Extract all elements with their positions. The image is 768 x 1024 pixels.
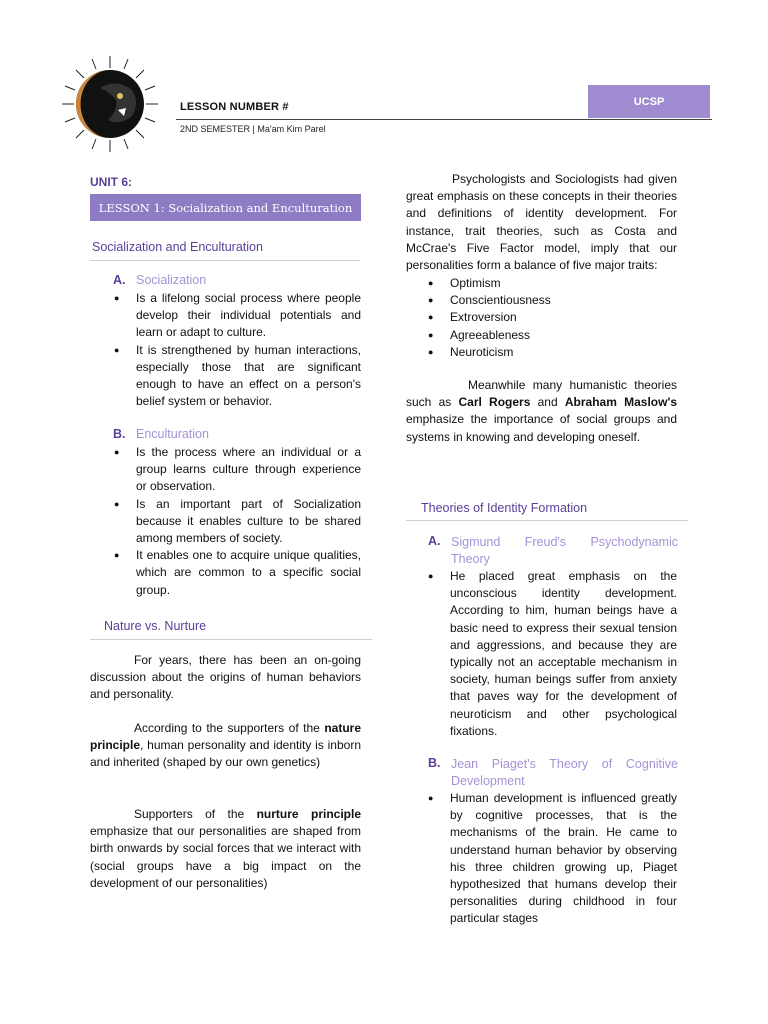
subheading-text: Socialization (136, 273, 207, 287)
bold-term: Abraham Maslow's (564, 395, 677, 410)
piaget-bullets (428, 790, 677, 928)
section-heading-nature-nurture: Nature vs. Nurture (104, 619, 207, 633)
enculturation-bullets (114, 444, 361, 599)
list-item: ● Extroversion (428, 309, 678, 326)
text-run: , human personality and identity is inborn and inherited (shaped by our own genetics) (90, 738, 361, 770)
freud-bullets (428, 568, 677, 740)
five-traits-list (428, 275, 678, 361)
bold-term: nurture principle (256, 807, 362, 821)
text-run: According to the supporters of the (134, 721, 325, 735)
paragraph-nature-principle (90, 720, 361, 772)
unit-title: UNIT 6: (90, 175, 132, 189)
lesson-title-bar: LESSON 1: Socialization and Enculturation (90, 194, 361, 221)
subheading-enculturation (113, 427, 209, 441)
subheading-letter: B. (428, 756, 441, 770)
list-item: ● It enables one to acquire unique qualities, which are common to a specific social group. (114, 547, 361, 599)
paragraph-humanistic-theories (406, 377, 677, 446)
socialization-bullets (114, 290, 361, 410)
list-item: ● Is the process where an individual or a group learns culture through experience or observation. (114, 444, 361, 496)
text-run: Supporters of the (134, 807, 257, 821)
section-divider (90, 260, 360, 261)
semester-teacher-label: 2ND SEMESTER | Ma'am Kim Parel (180, 124, 326, 134)
school-logo (60, 54, 160, 154)
subheading-text: Enculturation (136, 427, 209, 441)
subheading-text: Jean Piaget's Theory of Cognitive Development (451, 757, 678, 788)
subheading-text: Sigmund Freud's Psychodynamic Theory (451, 535, 678, 566)
subheading-freud (428, 534, 678, 568)
list-item: ● Is a lifelong social process where people develop their individual potentials and learn or adapt to culture. (114, 290, 361, 342)
list-item: ● He placed great emphasis on the unconscious identity development. According to him, human beings have a basic need to express their sexual tension and aggressions, and because they are typically not an acceptable mechanism in society, human beings suffer from anxiety that paves way for the development of neuroticism and other psychological fixations. (428, 568, 677, 740)
subheading-letter: A. (428, 534, 441, 548)
section-heading-identity-formation: Theories of Identity Formation (421, 501, 588, 515)
subheading-piaget (428, 756, 678, 790)
subheading-letter: B. (113, 427, 126, 441)
paragraph-trait-theories: Psychologists and Sociologists had given great emphasis on these concepts in their theories and definitions of identity development. For instance, trait theories, such as Costa and McCrae's Five Factor model, imply that our personalities form a balance of five major traits: (406, 172, 677, 273)
panther-emblem-icon (60, 54, 160, 154)
text-run: Meanwhile many humanistic theories such as (406, 378, 677, 410)
list-item: ● Agreeableness (428, 327, 678, 344)
list-item: ● Conscientiousness (428, 292, 678, 309)
bold-term: nature principle (90, 721, 361, 753)
header-divider (176, 119, 712, 120)
section-divider (90, 639, 372, 640)
list-item: ● It is strengthened by human interactions, especially those that are significant enough to have an effect on a person's belief system or behavior. (114, 342, 361, 411)
text-run: emphasize the importance of social groups and systems in knowing and developing oneself. (406, 412, 677, 444)
text-run: and (530, 395, 565, 410)
subheading-letter: A. (113, 273, 126, 287)
list-item: ● Human development is influenced greatly by cognitive processes, that is the mechanisms of the brain. He came to understand human behavior by observing his three children growing up, Piaget hypothesized that humans develop their personalities during childhood in four particular stages (428, 790, 677, 928)
bold-term: Carl Rogers (458, 395, 531, 410)
section-divider (406, 520, 688, 521)
subject-badge: UCSP (588, 85, 710, 118)
paragraph-nature-nurture-intro: For years, there has been an on-going discussion about the origins of human behaviors and personality. (90, 653, 361, 702)
subheading-socialization (113, 273, 206, 287)
list-item: ● Is an important part of Socialization because it enables culture to be shared among members of society. (114, 496, 361, 548)
section-heading-socialization-enculturation: Socialization and Enculturation (92, 240, 263, 254)
paragraph-nurture-principle (90, 806, 361, 892)
text-run: emphasize that our personalities are shaped from birth onwards by social forces that we interact with (social groups have a big impact on the development of our personalities) (90, 824, 361, 890)
list-item: ● Neuroticism (428, 344, 678, 361)
list-item: ● Optimism (428, 275, 678, 292)
lesson-number-label: LESSON NUMBER # (180, 101, 289, 113)
